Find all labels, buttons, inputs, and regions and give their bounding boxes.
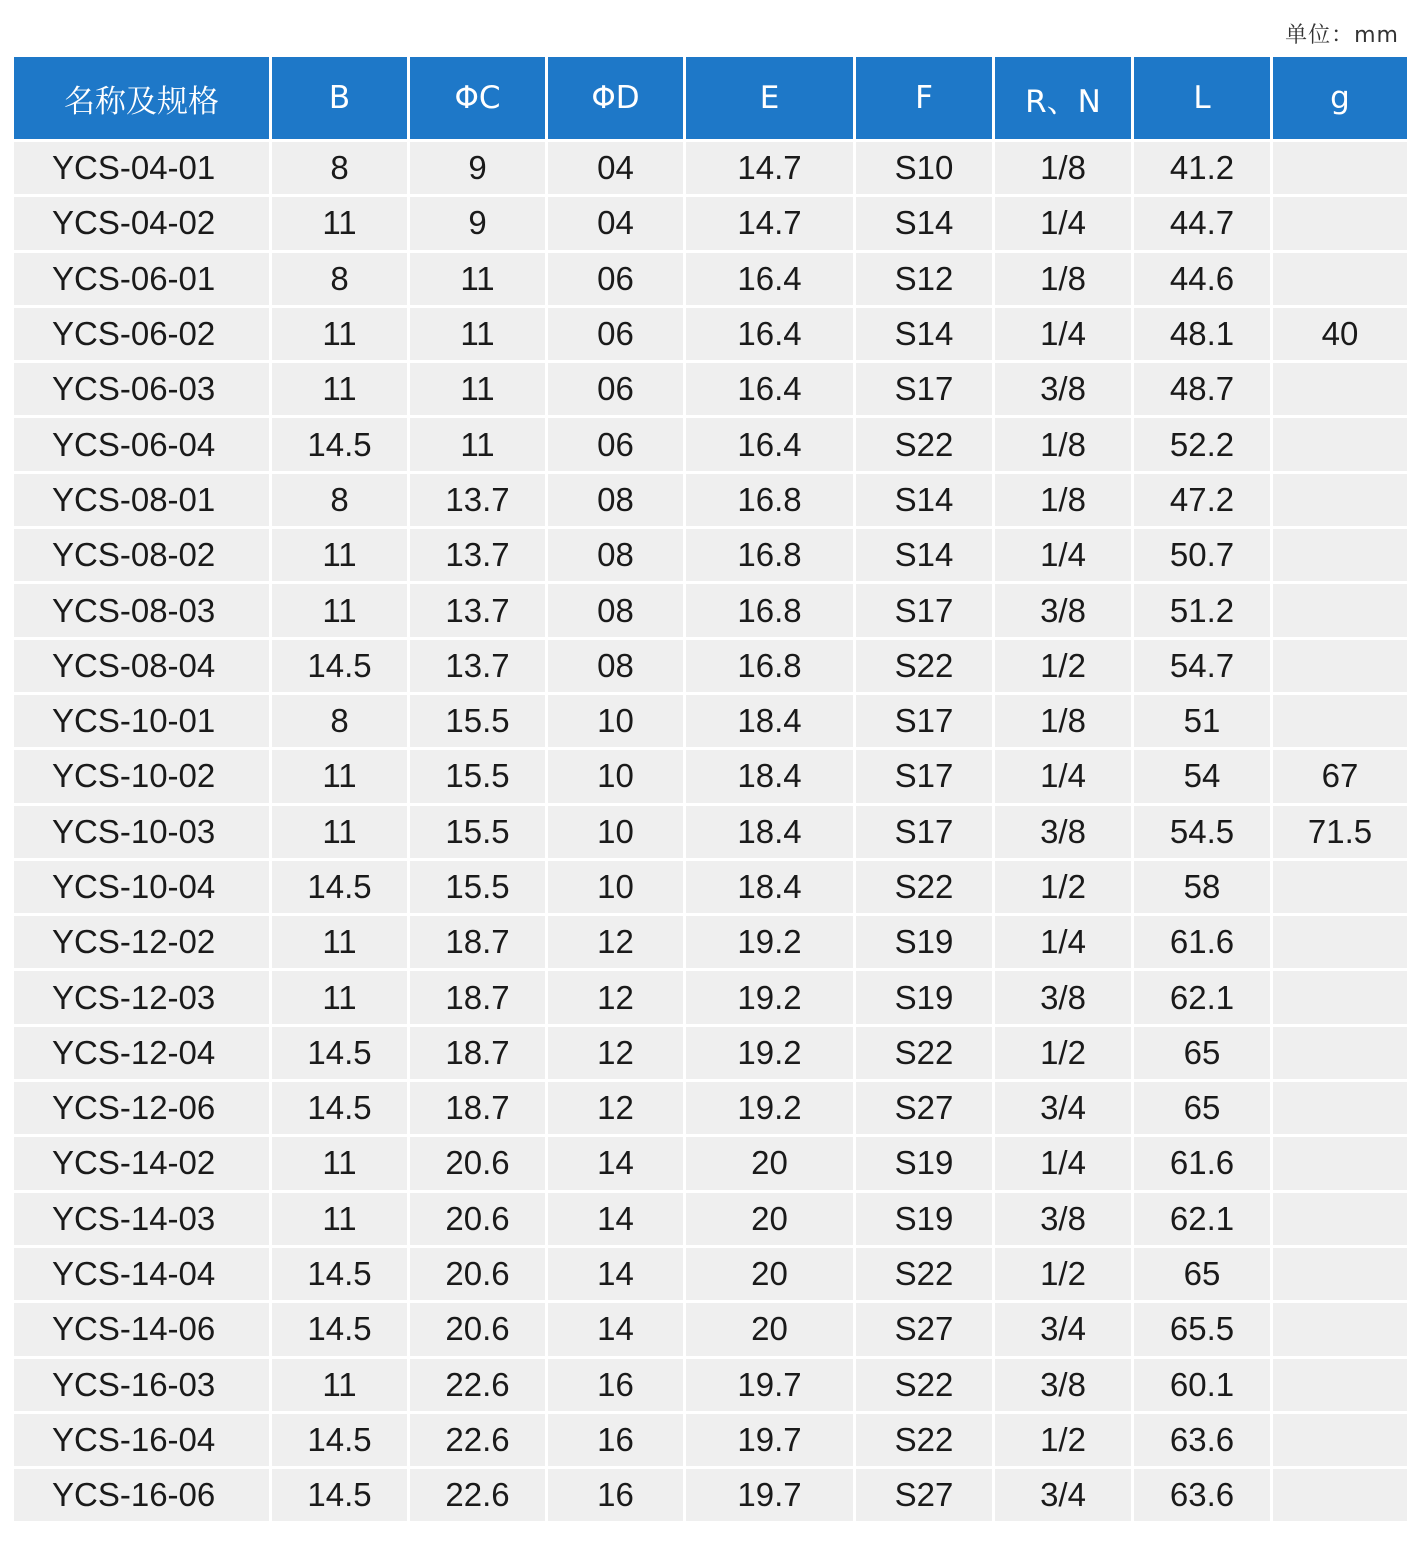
cell-l: 54 — [1134, 750, 1270, 802]
cell-name: YCS-08-03 — [14, 584, 269, 636]
table-row — [14, 861, 1407, 913]
table-row — [14, 253, 1407, 305]
table-row — [14, 197, 1407, 249]
cell-rn: 3/8 — [995, 1193, 1131, 1245]
cell-d: 16 — [548, 1414, 683, 1466]
cell-f: S17 — [856, 363, 992, 415]
cell-f: S14 — [856, 308, 992, 360]
cell-d: 04 — [548, 197, 683, 249]
cell-d: 06 — [548, 418, 683, 470]
cell-l: 65 — [1134, 1248, 1270, 1300]
cell-c: 13.7 — [410, 474, 545, 526]
cell-g: 67 — [1273, 750, 1407, 802]
cell-b: 11 — [272, 308, 407, 360]
cell-c: 15.5 — [410, 806, 545, 858]
header-f: F — [856, 57, 992, 139]
cell-d: 04 — [548, 142, 683, 194]
cell-d: 08 — [548, 529, 683, 581]
cell-d: 10 — [548, 806, 683, 858]
table-body — [14, 142, 1407, 1521]
cell-f: S19 — [856, 1137, 992, 1189]
table-row — [14, 363, 1407, 415]
cell-e: 20 — [686, 1248, 853, 1300]
cell-f: S14 — [856, 529, 992, 581]
cell-e: 16.4 — [686, 363, 853, 415]
cell-e: 14.7 — [686, 197, 853, 249]
cell-name: YCS-14-02 — [14, 1137, 269, 1189]
cell-b: 11 — [272, 1137, 407, 1189]
cell-b: 11 — [272, 916, 407, 968]
cell-b: 11 — [272, 584, 407, 636]
cell-f: S22 — [856, 1027, 992, 1079]
cell-name: YCS-14-06 — [14, 1303, 269, 1355]
table-row — [14, 1248, 1407, 1300]
cell-d: 16 — [548, 1359, 683, 1411]
cell-c: 20.6 — [410, 1303, 545, 1355]
cell-l: 62.1 — [1134, 1193, 1270, 1245]
cell-e: 20 — [686, 1303, 853, 1355]
cell-f: S17 — [856, 750, 992, 802]
cell-rn: 1/2 — [995, 640, 1131, 692]
cell-b: 8 — [272, 142, 407, 194]
cell-f: S12 — [856, 253, 992, 305]
cell-l: 65.5 — [1134, 1303, 1270, 1355]
cell-g — [1273, 695, 1407, 747]
cell-name: YCS-04-01 — [14, 142, 269, 194]
cell-e: 16.8 — [686, 529, 853, 581]
cell-f: S19 — [856, 1193, 992, 1245]
header-name: 名称及规格 — [14, 57, 269, 139]
cell-e: 16.8 — [686, 640, 853, 692]
cell-rn: 1/8 — [995, 142, 1131, 194]
cell-g — [1273, 861, 1407, 913]
cell-rn: 1/4 — [995, 1137, 1131, 1189]
cell-c: 20.6 — [410, 1193, 545, 1245]
cell-b: 11 — [272, 750, 407, 802]
cell-d: 14 — [548, 1303, 683, 1355]
cell-rn: 1/2 — [995, 1027, 1131, 1079]
cell-g — [1273, 1359, 1407, 1411]
cell-g — [1273, 529, 1407, 581]
cell-e: 19.7 — [686, 1359, 853, 1411]
cell-rn: 1/8 — [995, 253, 1131, 305]
cell-e: 19.2 — [686, 1027, 853, 1079]
cell-l: 63.6 — [1134, 1469, 1270, 1521]
cell-c: 18.7 — [410, 1027, 545, 1079]
cell-c: 22.6 — [410, 1469, 545, 1521]
cell-d: 12 — [548, 916, 683, 968]
table-row — [14, 1414, 1407, 1466]
cell-rn: 1/4 — [995, 197, 1131, 249]
cell-name: YCS-10-02 — [14, 750, 269, 802]
cell-f: S22 — [856, 1414, 992, 1466]
cell-rn: 1/4 — [995, 308, 1131, 360]
cell-d: 12 — [548, 971, 683, 1023]
cell-d: 16 — [548, 1469, 683, 1521]
cell-f: S17 — [856, 695, 992, 747]
cell-c: 18.7 — [410, 971, 545, 1023]
cell-rn: 1/2 — [995, 861, 1131, 913]
cell-f: S22 — [856, 640, 992, 692]
cell-rn: 3/8 — [995, 584, 1131, 636]
cell-e: 19.2 — [686, 1082, 853, 1134]
cell-b: 14.5 — [272, 861, 407, 913]
cell-name: YCS-06-01 — [14, 253, 269, 305]
cell-e: 19.7 — [686, 1469, 853, 1521]
cell-b: 14.5 — [272, 1027, 407, 1079]
table-row — [14, 1469, 1407, 1521]
cell-b: 11 — [272, 806, 407, 858]
table-row — [14, 1027, 1407, 1079]
cell-e: 18.4 — [686, 806, 853, 858]
cell-g — [1273, 1193, 1407, 1245]
cell-name: YCS-12-04 — [14, 1027, 269, 1079]
cell-f: S22 — [856, 418, 992, 470]
cell-rn: 1/2 — [995, 1414, 1131, 1466]
cell-c: 11 — [410, 363, 545, 415]
table-row — [14, 806, 1407, 858]
table-row — [14, 1359, 1407, 1411]
cell-d: 14 — [548, 1248, 683, 1300]
cell-name: YCS-06-04 — [14, 418, 269, 470]
cell-c: 18.7 — [410, 1082, 545, 1134]
cell-e: 16.8 — [686, 584, 853, 636]
cell-g — [1273, 584, 1407, 636]
cell-e: 16.4 — [686, 308, 853, 360]
cell-l: 65 — [1134, 1027, 1270, 1079]
cell-e: 18.4 — [686, 695, 853, 747]
cell-l: 54.7 — [1134, 640, 1270, 692]
cell-d: 06 — [548, 363, 683, 415]
cell-name: YCS-04-02 — [14, 197, 269, 249]
cell-d: 08 — [548, 584, 683, 636]
cell-d: 08 — [548, 474, 683, 526]
table-row — [14, 1137, 1407, 1189]
cell-l: 51.2 — [1134, 584, 1270, 636]
cell-name: YCS-14-04 — [14, 1248, 269, 1300]
cell-g: 40 — [1273, 308, 1407, 360]
cell-l: 48.1 — [1134, 308, 1270, 360]
cell-name: YCS-08-02 — [14, 529, 269, 581]
cell-b: 14.5 — [272, 640, 407, 692]
cell-c: 11 — [410, 308, 545, 360]
cell-l: 47.2 — [1134, 474, 1270, 526]
cell-g — [1273, 142, 1407, 194]
cell-rn: 1/2 — [995, 1248, 1131, 1300]
cell-c: 22.6 — [410, 1414, 545, 1466]
cell-name: YCS-12-02 — [14, 916, 269, 968]
cell-g — [1273, 1248, 1407, 1300]
cell-name: YCS-06-03 — [14, 363, 269, 415]
header-b: B — [272, 57, 407, 139]
table-row — [14, 584, 1407, 636]
cell-l: 44.6 — [1134, 253, 1270, 305]
cell-f: S22 — [856, 1248, 992, 1300]
cell-c: 9 — [410, 142, 545, 194]
table-row — [14, 695, 1407, 747]
cell-l: 60.1 — [1134, 1359, 1270, 1411]
cell-rn: 3/8 — [995, 1359, 1131, 1411]
cell-name: YCS-12-06 — [14, 1082, 269, 1134]
cell-c: 15.5 — [410, 861, 545, 913]
cell-e: 20 — [686, 1193, 853, 1245]
header-l: L — [1134, 57, 1270, 139]
cell-l: 61.6 — [1134, 916, 1270, 968]
table-row — [14, 750, 1407, 802]
header-c: ΦC — [410, 57, 545, 139]
cell-d: 10 — [548, 861, 683, 913]
cell-b: 8 — [272, 474, 407, 526]
header-d: ΦD — [548, 57, 683, 139]
cell-f: S27 — [856, 1303, 992, 1355]
cell-name: YCS-10-01 — [14, 695, 269, 747]
cell-g — [1273, 253, 1407, 305]
cell-b: 11 — [272, 363, 407, 415]
cell-rn: 1/8 — [995, 418, 1131, 470]
cell-rn: 1/8 — [995, 695, 1131, 747]
cell-d: 08 — [548, 640, 683, 692]
cell-g — [1273, 1414, 1407, 1466]
cell-rn: 1/8 — [995, 474, 1131, 526]
cell-b: 14.5 — [272, 1303, 407, 1355]
cell-e: 19.2 — [686, 971, 853, 1023]
cell-g — [1273, 1303, 1407, 1355]
cell-rn: 1/4 — [995, 750, 1131, 802]
cell-e: 16.4 — [686, 253, 853, 305]
header-g: g — [1273, 57, 1407, 139]
cell-c: 13.7 — [410, 529, 545, 581]
cell-d: 10 — [548, 750, 683, 802]
cell-g — [1273, 971, 1407, 1023]
cell-b: 11 — [272, 529, 407, 581]
cell-e: 18.4 — [686, 861, 853, 913]
cell-g — [1273, 1137, 1407, 1189]
cell-b: 11 — [272, 1193, 407, 1245]
cell-name: YCS-08-04 — [14, 640, 269, 692]
cell-g — [1273, 197, 1407, 249]
cell-f: S19 — [856, 971, 992, 1023]
cell-e: 18.4 — [686, 750, 853, 802]
cell-c: 9 — [410, 197, 545, 249]
table-row — [14, 529, 1407, 581]
cell-l: 48.7 — [1134, 363, 1270, 415]
cell-g — [1273, 363, 1407, 415]
cell-name: YCS-16-06 — [14, 1469, 269, 1521]
cell-l: 65 — [1134, 1082, 1270, 1134]
unit-label: 单位：mm — [1285, 23, 1399, 48]
cell-e: 19.7 — [686, 1414, 853, 1466]
cell-name: YCS-12-03 — [14, 971, 269, 1023]
cell-e: 19.2 — [686, 916, 853, 968]
table-row — [14, 142, 1407, 194]
cell-f: S27 — [856, 1082, 992, 1134]
cell-l: 51 — [1134, 695, 1270, 747]
cell-f: S14 — [856, 474, 992, 526]
cell-b: 14.5 — [272, 1248, 407, 1300]
table-row — [14, 971, 1407, 1023]
cell-d: 14 — [548, 1193, 683, 1245]
cell-g — [1273, 1082, 1407, 1134]
cell-c: 20.6 — [410, 1248, 545, 1300]
cell-name: YCS-10-04 — [14, 861, 269, 913]
cell-l: 58 — [1134, 861, 1270, 913]
spec-table — [11, 54, 1410, 1524]
cell-d: 10 — [548, 695, 683, 747]
header-row — [14, 57, 1407, 139]
cell-e: 20 — [686, 1137, 853, 1189]
cell-f: S19 — [856, 916, 992, 968]
cell-c: 11 — [410, 418, 545, 470]
cell-f: S22 — [856, 1359, 992, 1411]
cell-rn: 1/4 — [995, 529, 1131, 581]
cell-l: 50.7 — [1134, 529, 1270, 581]
table-row — [14, 474, 1407, 526]
cell-rn: 3/8 — [995, 363, 1131, 415]
cell-l: 61.6 — [1134, 1137, 1270, 1189]
cell-name: YCS-06-02 — [14, 308, 269, 360]
cell-f: S10 — [856, 142, 992, 194]
cell-c: 15.5 — [410, 695, 545, 747]
cell-b: 14.5 — [272, 1414, 407, 1466]
header-e: E — [686, 57, 853, 139]
cell-g — [1273, 1469, 1407, 1521]
cell-name: YCS-14-03 — [14, 1193, 269, 1245]
cell-b: 11 — [272, 197, 407, 249]
cell-f: S22 — [856, 861, 992, 913]
cell-c: 13.7 — [410, 584, 545, 636]
cell-name: YCS-16-04 — [14, 1414, 269, 1466]
cell-g: 71.5 — [1273, 806, 1407, 858]
cell-rn: 3/8 — [995, 971, 1131, 1023]
header-rn: R、N — [995, 57, 1131, 139]
cell-g — [1273, 418, 1407, 470]
cell-d: 06 — [548, 308, 683, 360]
cell-rn: 3/4 — [995, 1469, 1131, 1521]
cell-g — [1273, 916, 1407, 968]
cell-b: 14.5 — [272, 1469, 407, 1521]
cell-l: 52.2 — [1134, 418, 1270, 470]
table-row — [14, 1082, 1407, 1134]
cell-l: 62.1 — [1134, 971, 1270, 1023]
cell-d: 14 — [548, 1137, 683, 1189]
cell-c: 18.7 — [410, 916, 545, 968]
cell-name: YCS-08-01 — [14, 474, 269, 526]
cell-rn: 3/4 — [995, 1082, 1131, 1134]
cell-b: 14.5 — [272, 418, 407, 470]
table-row — [14, 1193, 1407, 1245]
cell-c: 11 — [410, 253, 545, 305]
cell-e: 16.8 — [686, 474, 853, 526]
cell-c: 20.6 — [410, 1137, 545, 1189]
table-row — [14, 640, 1407, 692]
cell-c: 13.7 — [410, 640, 545, 692]
cell-b: 8 — [272, 253, 407, 305]
cell-f: S17 — [856, 806, 992, 858]
cell-l: 41.2 — [1134, 142, 1270, 194]
cell-d: 12 — [548, 1082, 683, 1134]
cell-l: 54.5 — [1134, 806, 1270, 858]
cell-g — [1273, 1027, 1407, 1079]
table-row — [14, 1303, 1407, 1355]
cell-c: 15.5 — [410, 750, 545, 802]
cell-b: 14.5 — [272, 1082, 407, 1134]
cell-d: 06 — [548, 253, 683, 305]
cell-d: 12 — [548, 1027, 683, 1079]
cell-b: 11 — [272, 1359, 407, 1411]
cell-g — [1273, 640, 1407, 692]
table-row — [14, 418, 1407, 470]
cell-c: 22.6 — [410, 1359, 545, 1411]
cell-rn: 3/4 — [995, 1303, 1131, 1355]
cell-b: 8 — [272, 695, 407, 747]
cell-e: 16.4 — [686, 418, 853, 470]
cell-name: YCS-10-03 — [14, 806, 269, 858]
cell-rn: 1/4 — [995, 916, 1131, 968]
cell-f: S27 — [856, 1469, 992, 1521]
cell-l: 44.7 — [1134, 197, 1270, 249]
cell-g — [1273, 474, 1407, 526]
cell-rn: 3/8 — [995, 806, 1131, 858]
cell-b: 11 — [272, 971, 407, 1023]
cell-e: 14.7 — [686, 142, 853, 194]
cell-f: S17 — [856, 584, 992, 636]
table-row — [14, 308, 1407, 360]
cell-l: 63.6 — [1134, 1414, 1270, 1466]
table-row — [14, 916, 1407, 968]
cell-name: YCS-16-03 — [14, 1359, 269, 1411]
cell-f: S14 — [856, 197, 992, 249]
